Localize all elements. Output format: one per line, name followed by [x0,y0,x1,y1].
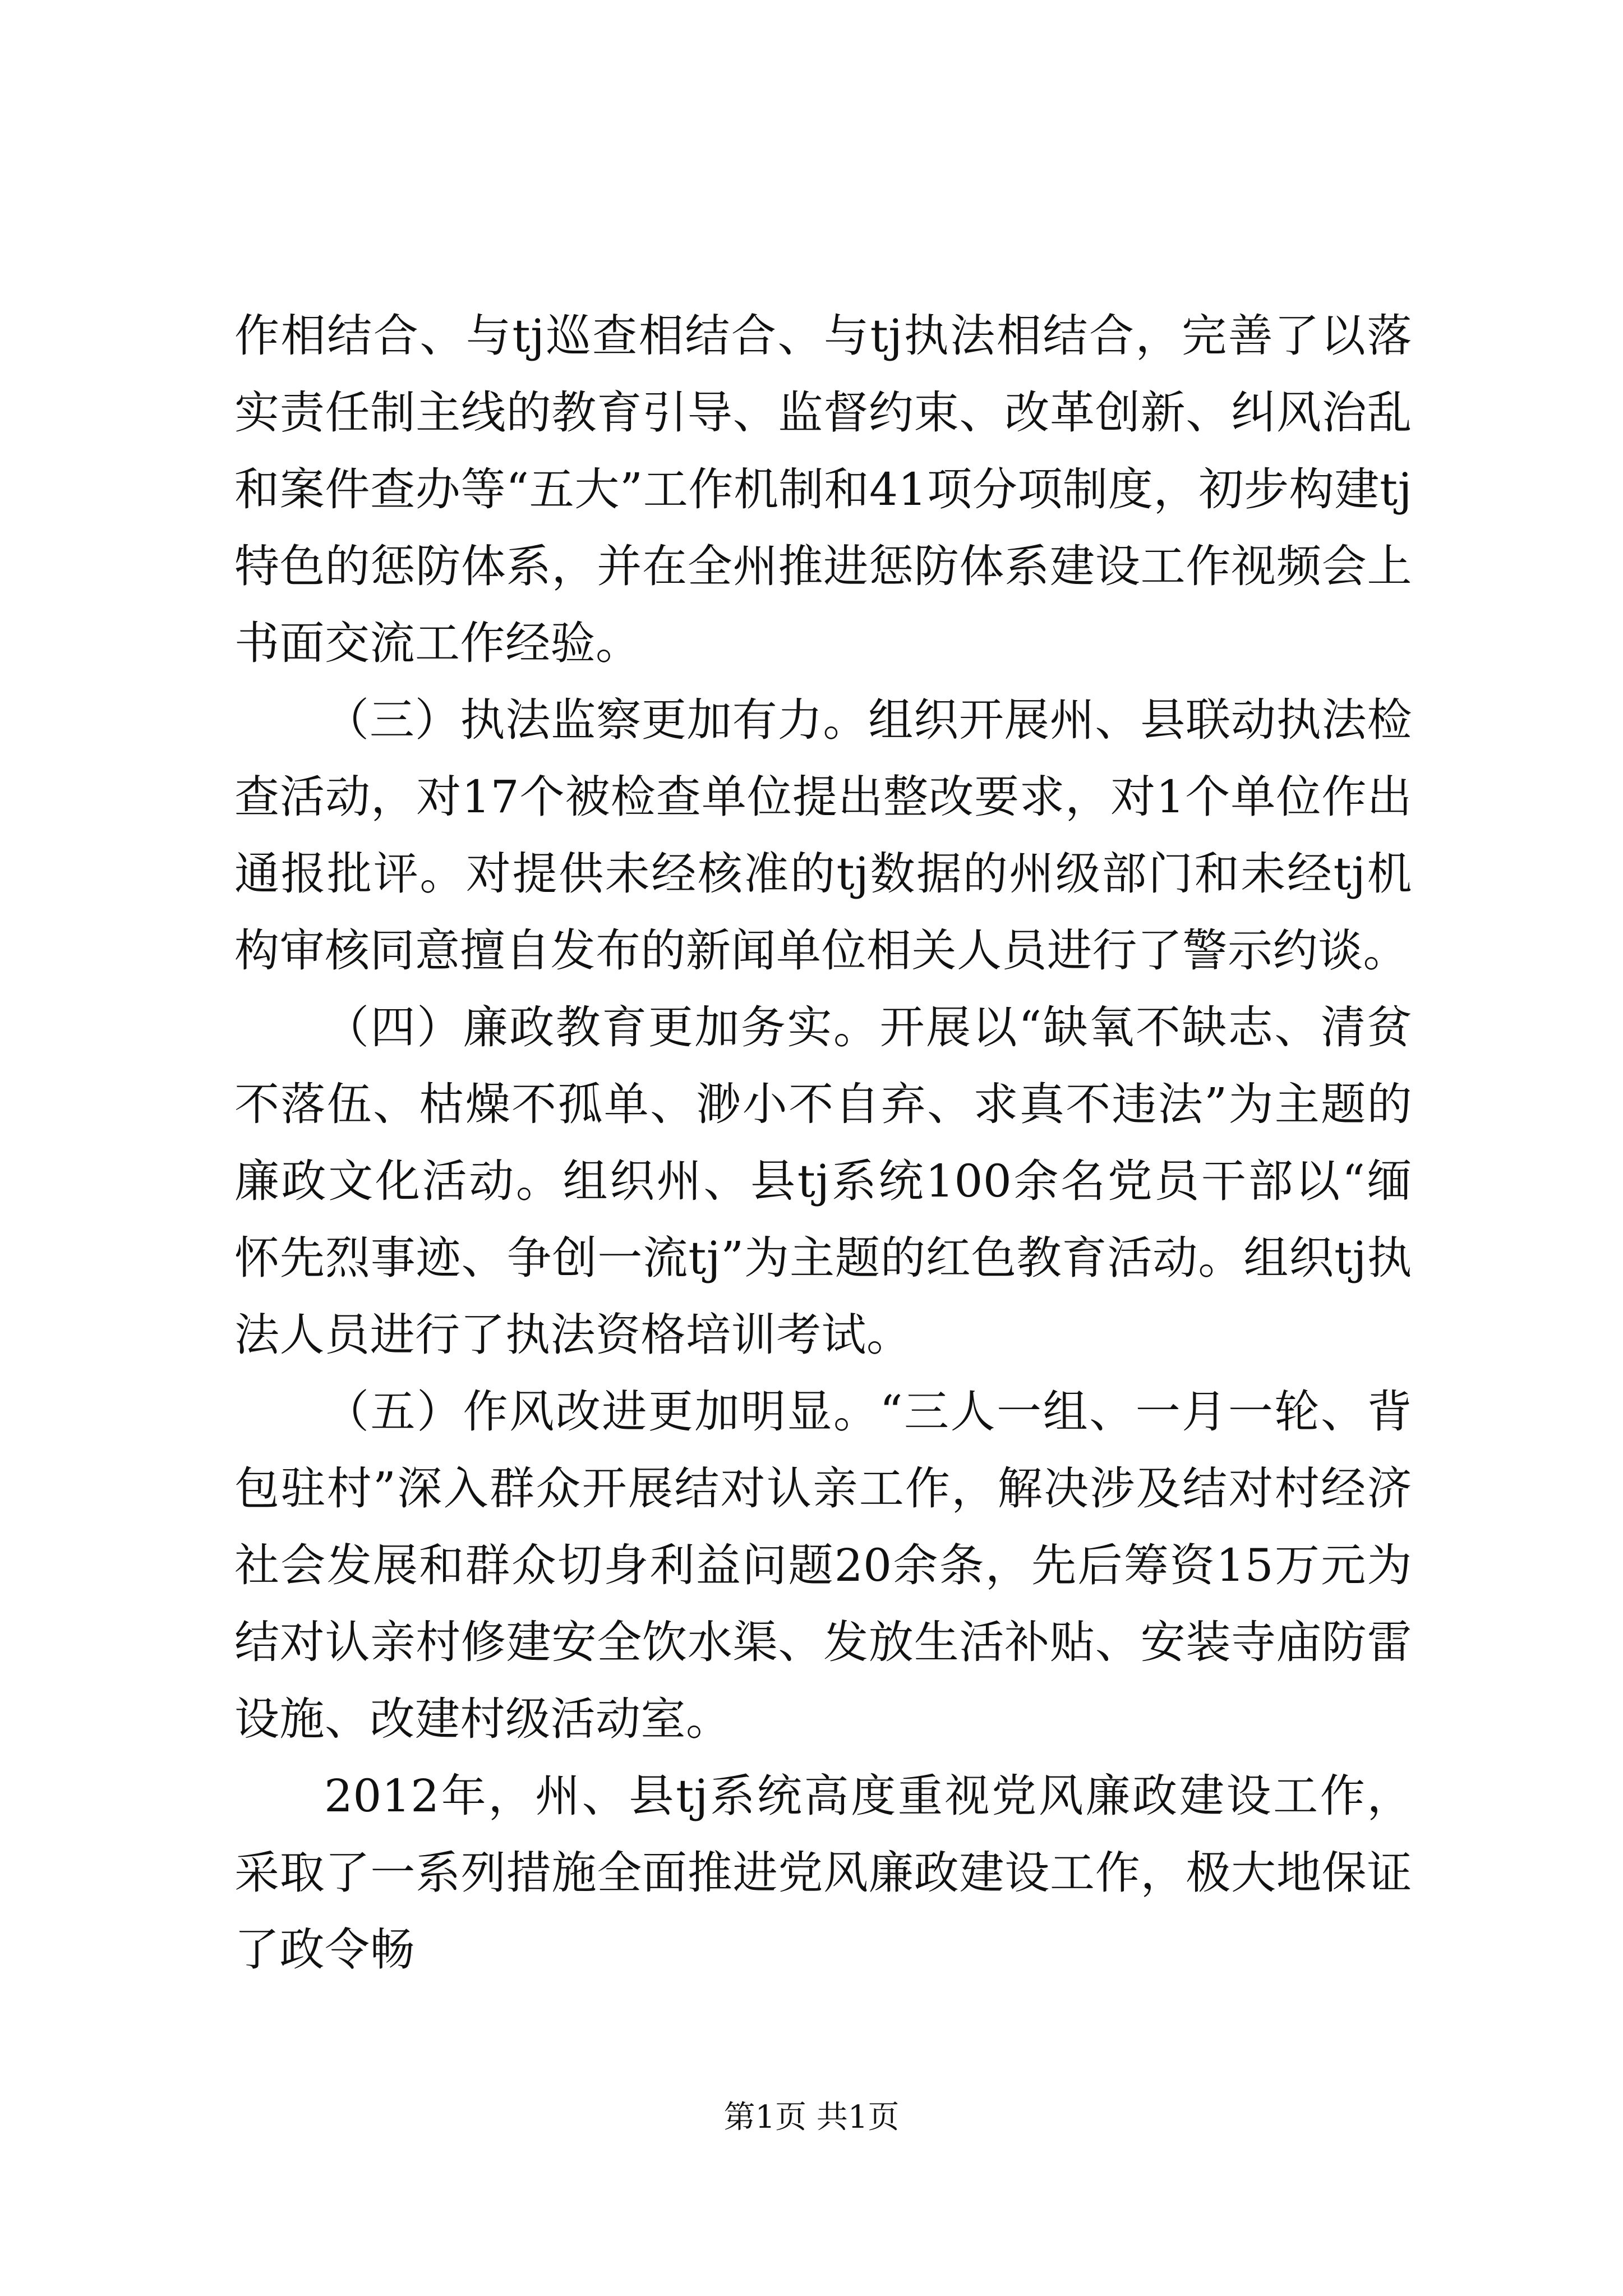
paragraph-enforcement-supervision: （三）执法监察更加有力。组织开展州、县联动执法检查活动，对17个被检查单位提出整改要求，对1个单位作出通报批评。对提供未经核准的tj数据的州级部门和未经tj机构审核同意擅自发布的新闻单位相关人员进行了警示约谈。 [234,694,1412,977]
paragraph-continuation: 作相结合、与tj巡查相结合、与tj执法相结合，完善了以落实责任制主线的教育引导、监督约束、改革创新、纠风治乱和案件查办等“五大”工作机制和41项分项制度，初步构建tj特色的惩防体系，并在全州推进惩防体系建设工作视频会上书面交流工作经验。 [234,310,1412,669]
document-body [234,297,1412,1988]
page-number-label: 第1页 共1页 [723,2099,900,2136]
paragraph-work-style: （五）作风改进更加明显。“三人一组、一月一轮、背包驻村”深入群众开展结对认亲工作，解决涉及结对村经济社会发展和群众切身利益问题20余条，先后筹资15万元为结对认亲村修建安全饮水渠、发放生活补贴、安装寺庙防雷设施、改建村级活动室。 [234,1386,1412,1745]
paragraph-2012-summary: 2012年，州、县tj系统高度重视党风廉政建设工作，采取了一系列措施全面推进党风廉政建设工作，极大地保证了政令畅 [234,1770,1412,1976]
page-footer [0,2098,1623,2137]
paragraph-integrity-education: （四）廉政教育更加务实。开展以“缺氧不缺志、清贫不落伍、枯燥不孤单、渺小不自弃、求真不违法”为主题的廉政文化活动。组织州、县tj系统100余名党员干部以“缅怀先烈事迹、争创一流tj”为主题的红色教育活动。组织tj执法人员进行了执法资格培训考试。 [234,1001,1412,1361]
